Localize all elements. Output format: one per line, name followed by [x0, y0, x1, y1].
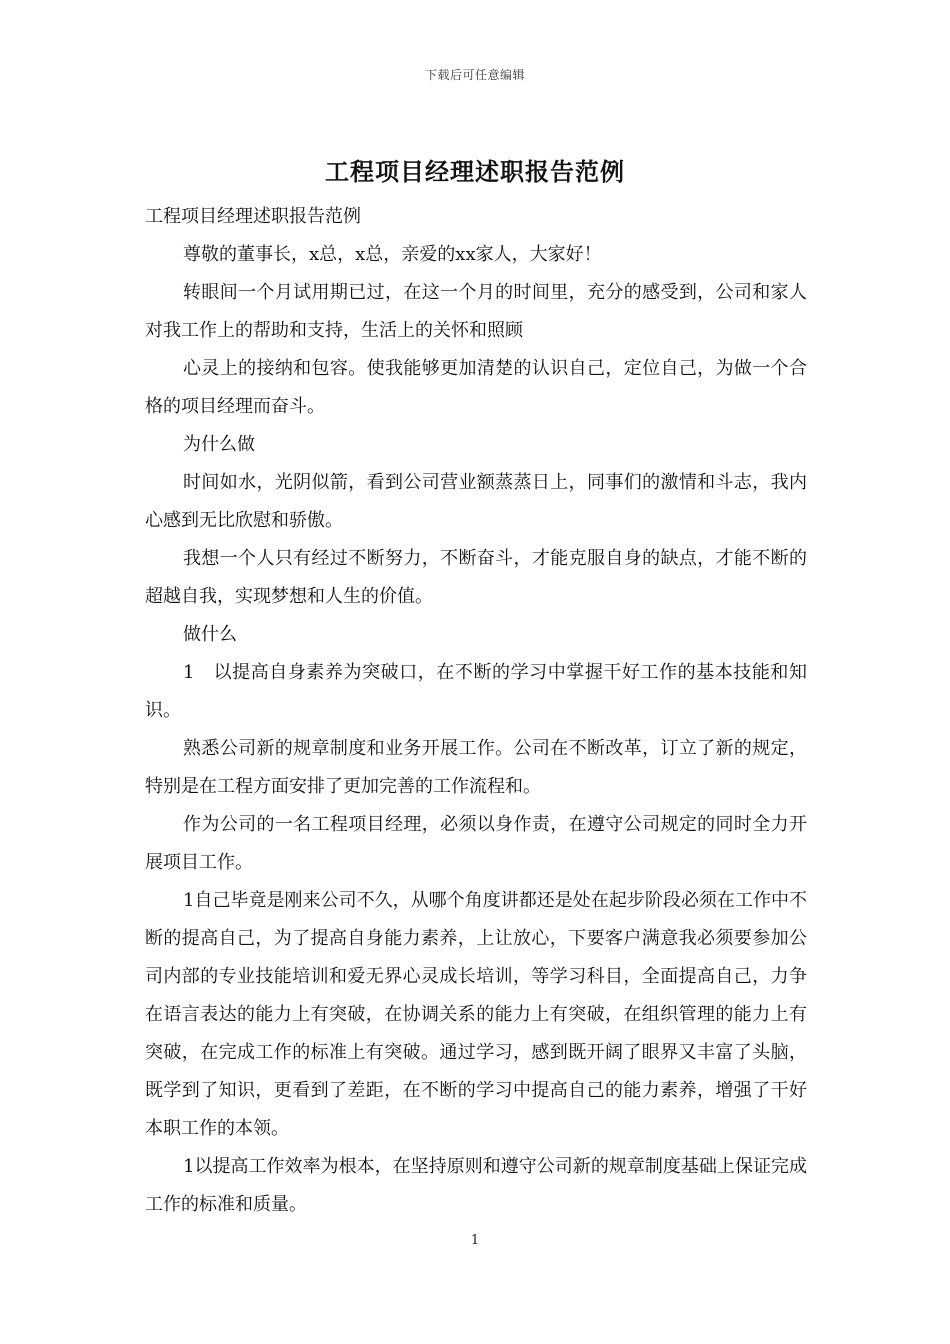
page-number: 1: [470, 1233, 480, 1248]
paragraph: 我想一个人只有经过不断努力，不断奋斗，才能克服自身的缺点，才能不断的超越自我，实现梦想和人生的价值。: [145, 548, 807, 607]
section-heading: 做什么: [183, 624, 237, 645]
paragraph: 尊敬的董事长，x总，x总，亲爱的xx家人，大家好！: [183, 244, 602, 265]
document-body: [145, 198, 807, 1224]
paragraph: 时间如水，光阴似箭，看到公司营业额蒸蒸日上，同事们的激情和斗志，我内心感到无比欣慰和骄傲。: [145, 472, 807, 531]
document-title: 工程项目经理述职报告范例: [325, 157, 625, 186]
paragraph: 1自己毕竟是刚来公司不久，从哪个角度讲都还是处在起步阶段必须在工作中不断的提高自己，为了提高自身能力素养，上让放心，下要客户满意我必须要参加公司内部的专业技能培训和爱无界心灵成长培训，等学习科目，全面提高自己，力争在语言表达的能力上有突破，在协调关系的能力上有突破，在组织管理的能力上有突破，在完成工作的标准上有突破。通过学习，感到既开阔了眼界又丰富了头脑，既学到了知识，更看到了差距，在不断的学习中提高自己的能力素养，增强了干好本职工作的本领。: [145, 890, 807, 1139]
section-heading: 为什么做: [183, 434, 255, 455]
paragraph: 工程项目经理述职报告范例: [145, 206, 361, 227]
paragraph: 转眼间一个月试用期已过，在这一个月的时间里，充分的感受到，公司和家人对我工作上的帮助和支持，生活上的关怀和照顾: [145, 282, 807, 341]
paragraph: 作为公司的一名工程项目经理，必须以身作责，在遵守公司规定的同时全力开展项目工作。: [145, 814, 807, 873]
paragraph: 1 以提高自身素养为突破口，在不断的学习中掌握干好工作的基本技能和知识。: [145, 662, 807, 721]
page-header: 下载后可任意编辑: [424, 68, 525, 82]
paragraph: 心灵上的接纳和包容。使我能够更加清楚的认识自己，定位自己，为做一个合格的项目经理而奋斗。: [145, 358, 807, 417]
paragraph: 熟悉公司新的规章制度和业务开展工作。公司在不断改革，订立了新的规定，特别是在工程方面安排了更加完善的工作流程和。: [145, 738, 807, 797]
paragraph: 1以提高工作效率为根本，在坚持原则和遵守公司新的规章制度基础上保证完成工作的标准和质量。: [145, 1156, 807, 1215]
